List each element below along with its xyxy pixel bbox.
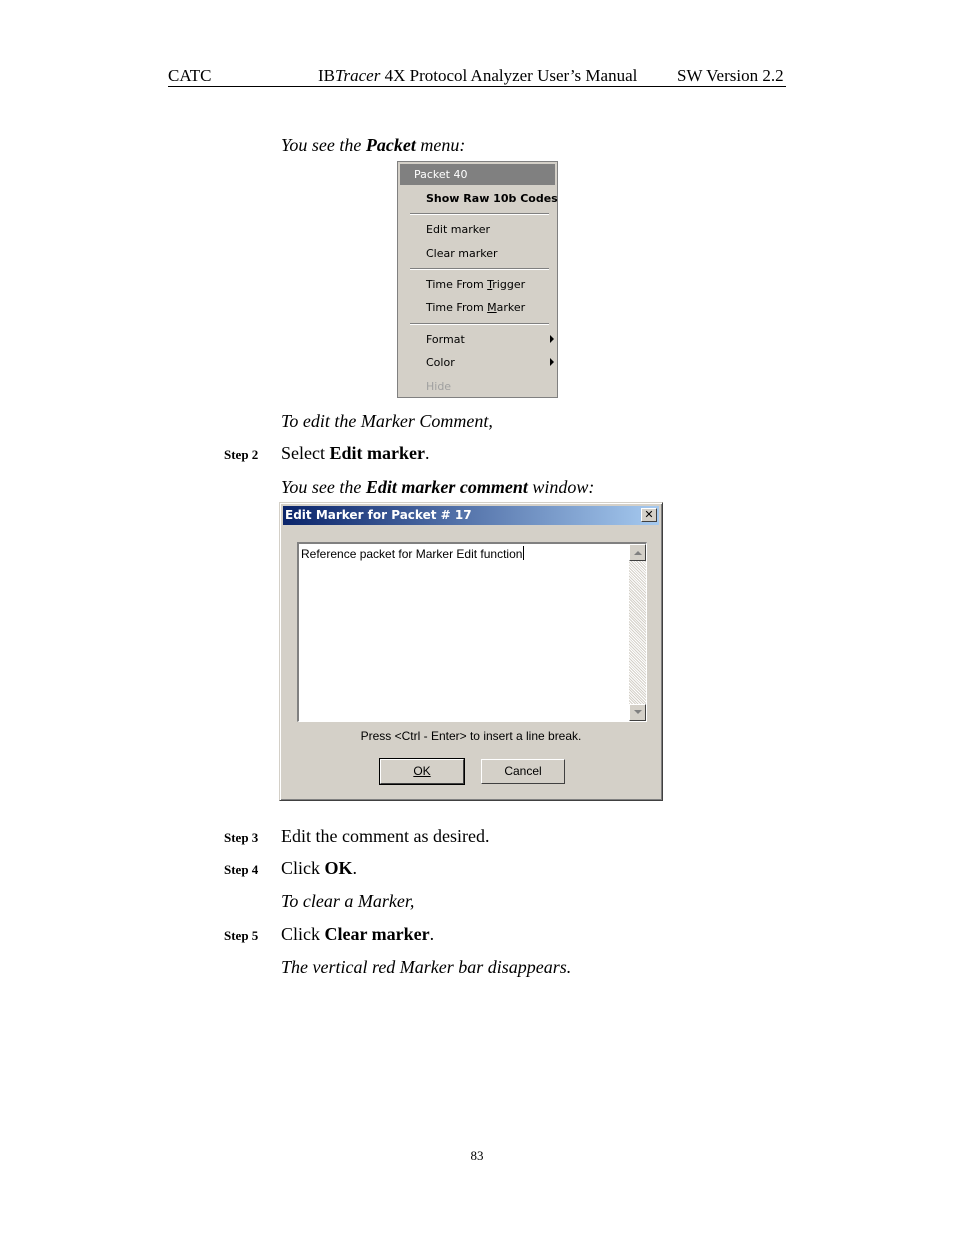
cancel-button[interactable]: [481, 759, 565, 784]
step-5-label: Step 5: [224, 928, 259, 943]
step-4-text: [281, 858, 357, 879]
step-5-text: [281, 924, 434, 945]
arrow-up-icon: [634, 551, 642, 555]
intro-packet-menu: [281, 135, 465, 156]
menu-item-time-from-marker[interactable]: Time From Marker: [426, 301, 526, 314]
intro-packet-pre: You see the: [281, 135, 366, 155]
page-number: 83: [470, 1148, 484, 1163]
intro-packet-bold: Packet: [365, 135, 416, 155]
step-4-pre: Click: [281, 858, 325, 878]
step-5-post: .: [429, 924, 435, 944]
mnemonic: T: [487, 278, 493, 291]
header-title-prefix: IB: [318, 66, 335, 85]
header-title-italic: Tracer: [335, 66, 381, 85]
ok-button[interactable]: [380, 759, 464, 784]
instruction-clear-marker: To clear a Marker,: [281, 891, 415, 911]
menu-item-edit-marker[interactable]: Edit marker: [426, 223, 491, 236]
menu-item-hide: Hide: [426, 380, 452, 393]
cancel-label: Cancel: [504, 764, 542, 778]
step-2-pre: Select: [281, 443, 330, 463]
header-version: SW Version 2.2: [677, 66, 784, 85]
line-break-hint: Press <Ctrl - Enter> to insert a line break.: [360, 729, 582, 743]
menu-item-color[interactable]: Color: [426, 356, 455, 369]
dialog-title: Edit Marker for Packet # 17: [285, 508, 472, 522]
dialog-titlebar[interactable]: [283, 506, 659, 525]
packet-context-menu: [397, 161, 558, 398]
step-4-label: Step 4: [224, 862, 259, 877]
step-5-bold: Clear marker: [324, 924, 430, 944]
menu-item-format[interactable]: Format: [426, 333, 465, 346]
step-2-post: .: [424, 443, 430, 463]
step-4-bold: OK: [324, 858, 353, 878]
intro-dialog-bold: Edit marker comment: [365, 477, 528, 497]
mnemonic: M: [487, 301, 497, 314]
arrow-down-icon: [634, 710, 642, 714]
intro-packet-post: menu:: [415, 135, 466, 155]
step-2-label: Step 2: [224, 447, 259, 462]
header-title: [318, 66, 637, 86]
submenu-arrow-icon: [550, 358, 554, 366]
menu-separator: [410, 323, 549, 325]
intro-dialog-pre: You see the: [281, 477, 366, 497]
header-rule: [168, 86, 786, 87]
menu-separator: [410, 268, 549, 270]
menu-item-time-from-trigger[interactable]: Time From Trigger: [426, 278, 526, 291]
menu-item-show-raw-10b-codes[interactable]: Show Raw 10b Codes: [426, 192, 558, 205]
scroll-down-button[interactable]: [629, 704, 646, 721]
result-text: The vertical red Marker bar disappears.: [281, 957, 572, 977]
header-title-suffix: 4X Protocol Analyzer User’s Manual: [380, 66, 638, 85]
comment-value: Reference packet for Marker Edit function: [301, 547, 523, 561]
menu-separator: [410, 213, 549, 215]
step-5-pre: Click: [281, 924, 325, 944]
text-caret: [523, 546, 524, 560]
step-2-bold: Edit marker: [329, 443, 425, 463]
step-2-text: [281, 443, 429, 464]
submenu-arrow-icon: [550, 335, 554, 343]
comment-text: [301, 546, 524, 561]
edit-marker-dialog: [279, 502, 663, 801]
header-left: CATC: [168, 66, 212, 85]
vertical-scrollbar[interactable]: [629, 544, 646, 721]
marker-comment-textarea[interactable]: [297, 542, 647, 722]
menu-title: Packet 40: [400, 164, 555, 185]
scroll-up-button[interactable]: [629, 544, 646, 561]
step-3-label: Step 3: [224, 830, 259, 845]
instruction-edit-comment: To edit the Marker Comment,: [281, 411, 493, 431]
menu-item-clear-marker[interactable]: Clear marker: [426, 247, 498, 260]
step-3-text: Edit the comment as desired.: [281, 826, 490, 846]
ok-label: OK: [413, 764, 431, 778]
intro-dialog-post: window:: [527, 477, 595, 497]
close-icon[interactable]: ✕: [641, 508, 657, 522]
step-4-post: .: [352, 858, 358, 878]
intro-edit-marker-window: [281, 477, 594, 498]
